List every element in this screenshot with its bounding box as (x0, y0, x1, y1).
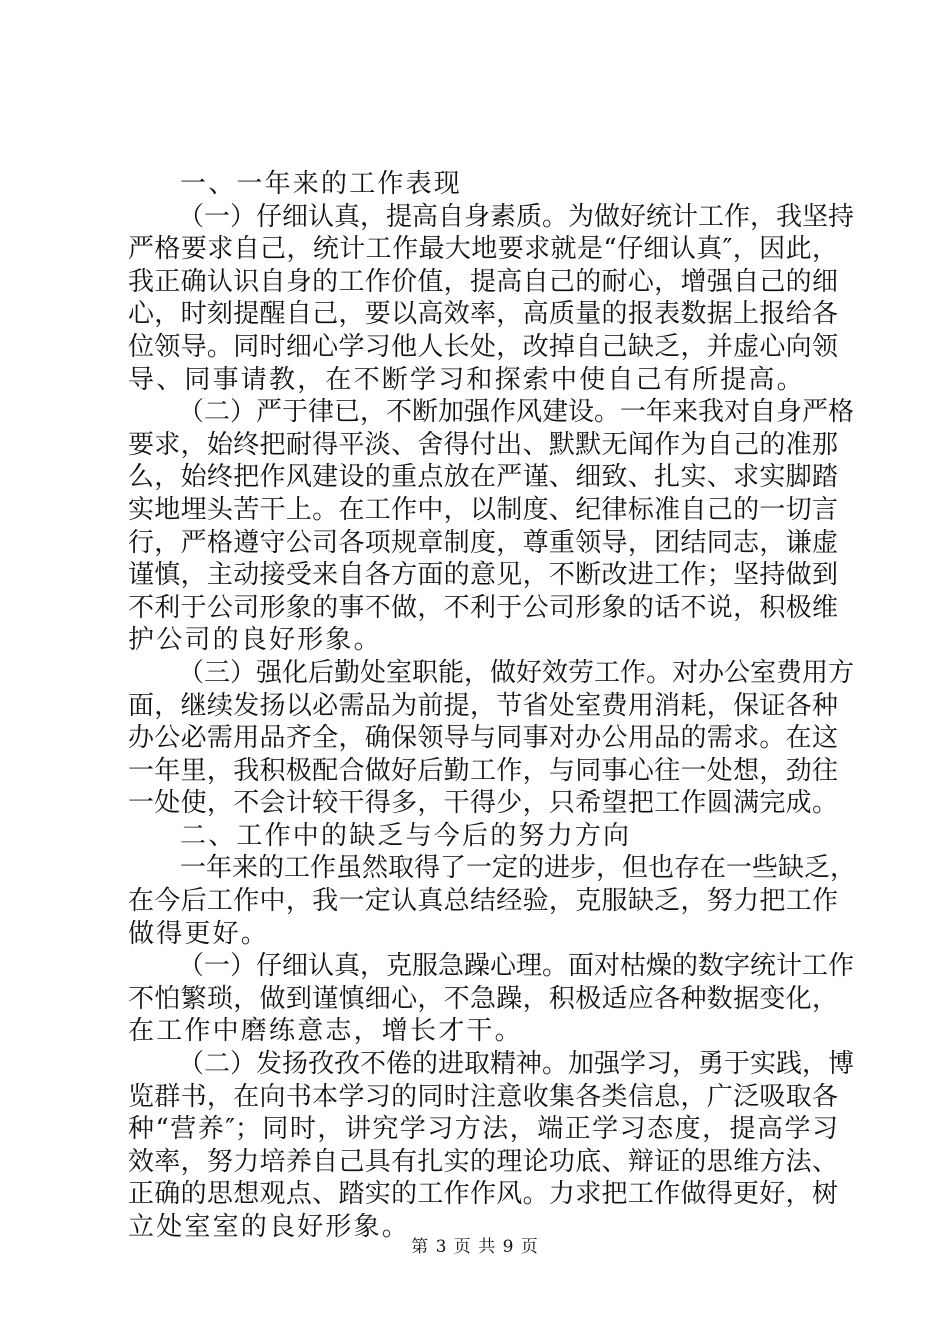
paragraph-line: 么，始终把作风建设的重点放在严谨、细致、扎实、求实脚踏 (128, 462, 838, 493)
paragraph-line: 一处使，不会计较干得多，干得少，只希望把工作圆满完成。 (128, 788, 838, 819)
paragraph-line: 位领导。同时细心学习他人长处，改掉自己缺乏，并虚心向领 (128, 331, 838, 362)
paragraph-line: 行，严格遵守公司各项规章制度，尊重领导，团结同志，谦虚 (128, 527, 838, 558)
paragraph-line: （二）发扬孜孜不倦的进取精神。加强学习，勇于实践，博 (178, 1049, 855, 1080)
paragraph-line: 要求，始终把耐得平淡、舍得付出、默默无闻作为自己的准那 (128, 429, 838, 460)
paragraph-line: （一）仔细认真，克服急躁心理。面对枯燥的数字统计工作 (178, 951, 855, 982)
paragraph-line: 种“营养″；同时，讲究学习方法，端正学习态度，提高学习 (128, 1114, 838, 1145)
paragraph-line: 谨慎，主动接受来自各方面的意见，不断改进工作；坚持做到 (128, 560, 838, 591)
paragraph-line: 一年里，我积极配合做好后勤工作，与同事心往一处想，劲往 (128, 755, 838, 786)
paragraph-line: 不利于公司形象的事不做，不利于公司形象的话不说，积极维 (128, 592, 838, 623)
page-number-footer: 第 3 页 共 9 页 (411, 1237, 539, 1257)
paragraph-line: 在今后工作中，我一定认真总结经验，克服缺乏，努力把工作 (128, 886, 838, 917)
paragraph-line: 面，继续发扬以必需品为前提，节省处室费用消耗，保证各种 (128, 690, 838, 721)
paragraph-line: 心，时刻提醒自己，要以高效率，高质量的报表数据上报给各 (128, 299, 838, 330)
paragraph-line: 导、同事请教，在不断学习和探索中使自己有所提高。 (128, 364, 805, 395)
paragraph-line: 正确的思想观点、踏实的工作作风。力求把工作做得更好，树 (128, 1179, 838, 1210)
section-heading: 二、工作中的缺乏与今后的努力方向 (180, 820, 632, 851)
paragraph-line: 我正确认识自身的工作价值，提高自己的耐心，增强自己的细 (128, 266, 838, 297)
paragraph-line: 一年来的工作虽然取得了一定的进步，但也存在一些缺乏， (180, 853, 857, 884)
document-body (128, 168, 857, 1244)
paragraph-line: 护公司的良好形象。 (128, 625, 382, 656)
paragraph-line: 严格要求自己，统计工作最大地要求就是“仔细认真″，因此， (128, 234, 838, 265)
paragraph-line: 办公必需用品齐全，确保领导与同事对办公用品的需求。在这 (128, 723, 838, 754)
paragraph-line: 览群书，在向书本学习的同时注意收集各类信息，广泛吸取各 (128, 1081, 838, 1112)
paragraph-line: （三）强化后勤处室职能，做好效劳工作。对办公室费用方 (178, 657, 855, 688)
section-heading: 一、一年来的工作表现 (180, 169, 463, 199)
paragraph-line: 实地埋头苦干上。在工作中，以制度、纪律标准自己的一切言 (128, 494, 838, 525)
paragraph-line: 做得更好。 (128, 918, 270, 949)
paragraph-line: 立处室室的良好形象。 (128, 1212, 411, 1242)
paragraph-line: （一）仔细认真，提高自身素质。为做好统计工作，我坚持 (178, 201, 855, 232)
paragraph-line: 在工作中磨练意志，增长才干。 (128, 1016, 523, 1047)
paragraph-line: 不怕繁琐，做到谨慎细心，不急躁，积极适应各种数据变化， (128, 983, 838, 1014)
paragraph-line: （二）严于律已，不断加强作风建设。一年来我对自身严格 (178, 397, 855, 428)
paragraph-line: 效率，努力培养自己具有扎实的理论功底、辩证的思维方法、 (128, 1146, 838, 1177)
